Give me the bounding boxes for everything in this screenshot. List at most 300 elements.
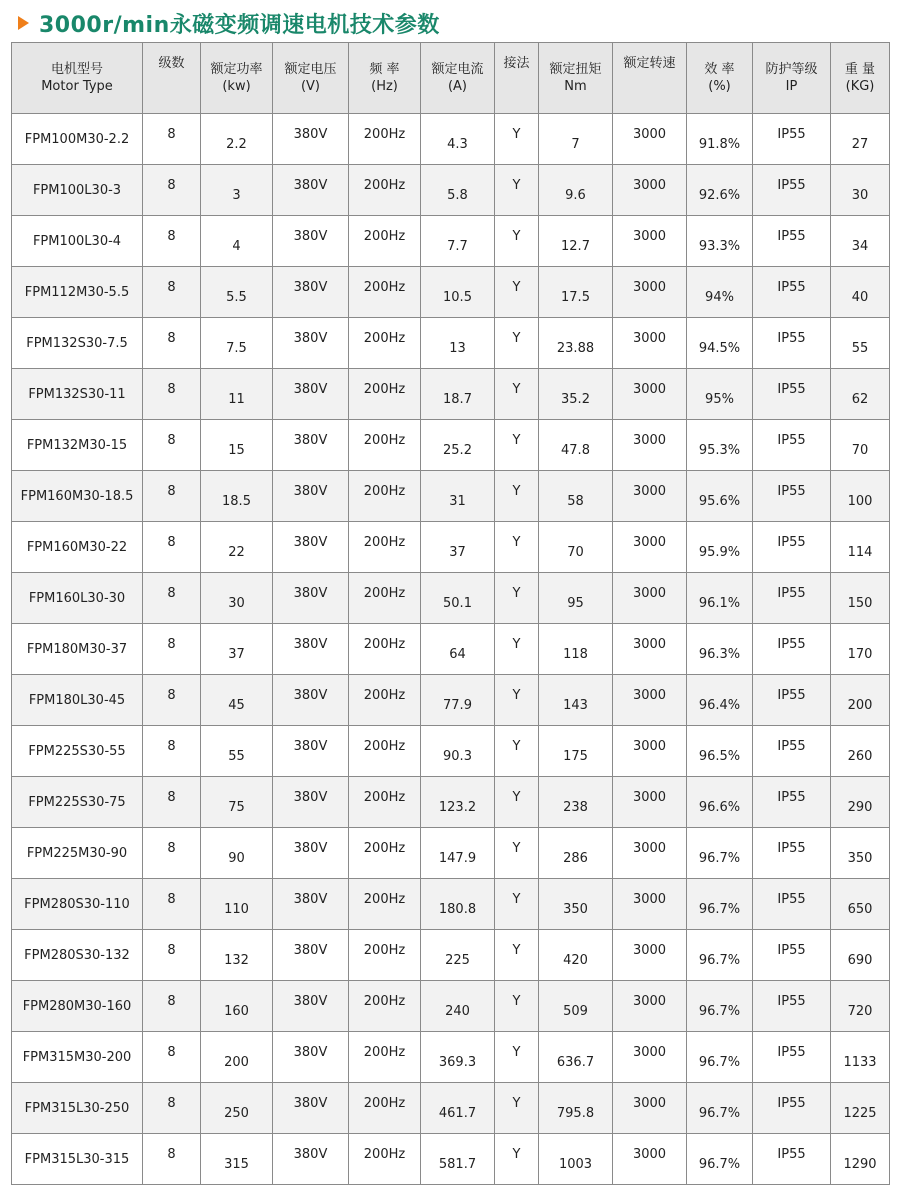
cell-rated-torque <box>539 828 613 879</box>
motor-spec-table <box>11 42 890 1185</box>
cell-value: 200Hz <box>363 942 406 958</box>
cell-rated-power <box>201 1083 273 1134</box>
cell-poles <box>143 981 201 1032</box>
cell-value: 96.5% <box>698 748 741 764</box>
cell-value: 132 <box>224 952 249 968</box>
cell-efficiency <box>687 879 753 930</box>
cell-rated-current <box>421 1032 495 1083</box>
table-row <box>12 828 890 879</box>
cell-value: IP55 <box>777 483 806 499</box>
cell-rated-torque <box>539 522 613 573</box>
cell-value: 461.7 <box>438 1105 477 1121</box>
cell-rated-speed <box>613 216 687 267</box>
cell-efficiency <box>687 471 753 522</box>
cell-value: IP55 <box>777 228 806 244</box>
cell-rated-power <box>201 267 273 318</box>
cell-frequency <box>349 675 421 726</box>
cell-motor-type <box>12 675 143 726</box>
cell-efficiency <box>687 165 753 216</box>
cell-weight <box>831 675 890 726</box>
cell-value: 15 <box>228 442 245 458</box>
cell-value: 55 <box>851 340 869 356</box>
cell-value: 200Hz <box>363 1095 406 1111</box>
cell-value: Y <box>512 432 521 448</box>
cell-value: FPM132S30-11 <box>28 386 126 402</box>
cell-value: 8 <box>167 177 176 193</box>
cell-motor-type <box>12 777 143 828</box>
cell-frequency <box>349 369 421 420</box>
cell-value: 91.8% <box>698 136 741 152</box>
cell-value: 200Hz <box>363 330 406 346</box>
cell-value: 380V <box>293 891 328 907</box>
cell-value: 96.6% <box>698 799 741 815</box>
cell-poles <box>143 777 201 828</box>
cell-poles <box>143 318 201 369</box>
column-header-poles <box>143 43 201 114</box>
cell-value: IP55 <box>777 1044 806 1060</box>
cell-rated-power <box>201 216 273 267</box>
cell-value: 3000 <box>632 840 667 856</box>
cell-motor-type <box>12 1032 143 1083</box>
cell-rated-power <box>201 930 273 981</box>
cell-rated-current <box>421 318 495 369</box>
cell-value: FPM180L30-45 <box>28 692 126 708</box>
cell-rated-torque <box>539 675 613 726</box>
cell-value: 200Hz <box>363 126 406 142</box>
cell-rated-voltage <box>273 879 349 930</box>
cell-value: Y <box>512 1095 521 1111</box>
cell-value: 380V <box>293 1146 328 1162</box>
cell-value: 37 <box>228 646 245 662</box>
cell-value: IP55 <box>777 942 806 958</box>
cell-frequency <box>349 267 421 318</box>
cell-connection <box>495 573 539 624</box>
cell-rated-speed <box>613 318 687 369</box>
column-header-unit: (Hz) <box>371 79 398 94</box>
cell-value: 8 <box>167 1146 176 1162</box>
cell-value: 93.3% <box>698 238 741 254</box>
cell-value: 200Hz <box>363 381 406 397</box>
cell-value: 92.6% <box>698 187 741 203</box>
cell-value: FPM100L30-3 <box>32 182 122 198</box>
cell-value: 96.7% <box>698 1003 741 1019</box>
column-header-unit: IP <box>785 79 798 94</box>
table-row <box>12 267 890 318</box>
cell-value: 62 <box>851 391 869 407</box>
table-body <box>12 114 890 1185</box>
cell-efficiency <box>687 1032 753 1083</box>
cell-value: 1133 <box>843 1054 877 1070</box>
cell-value: IP55 <box>777 1095 806 1111</box>
cell-connection <box>495 879 539 930</box>
cell-value: FPM280S30-110 <box>24 896 130 912</box>
cell-rated-power <box>201 471 273 522</box>
cell-frequency <box>349 420 421 471</box>
cell-motor-type <box>12 369 143 420</box>
cell-rated-speed <box>613 726 687 777</box>
cell-value: 3 <box>232 187 241 203</box>
cell-poles <box>143 420 201 471</box>
cell-motor-type <box>12 165 143 216</box>
cell-connection <box>495 114 539 165</box>
page-header <box>18 6 440 40</box>
cell-value: 3000 <box>632 483 667 499</box>
cell-value: 30 <box>851 187 869 203</box>
cell-poles <box>143 522 201 573</box>
cell-rated-voltage <box>273 777 349 828</box>
column-header-connection <box>495 43 539 114</box>
column-header-protection-class <box>753 43 831 114</box>
cell-rated-power <box>201 420 273 471</box>
cell-frequency <box>349 318 421 369</box>
cell-value: 7 <box>571 136 580 152</box>
cell-rated-power <box>201 1032 273 1083</box>
cell-rated-voltage <box>273 981 349 1032</box>
column-header-label: 额定电压 <box>284 62 337 77</box>
cell-rated-current <box>421 981 495 1032</box>
cell-rated-voltage <box>273 420 349 471</box>
cell-value: IP55 <box>777 1146 806 1162</box>
cell-value: 37 <box>449 544 466 560</box>
cell-weight <box>831 216 890 267</box>
cell-connection <box>495 624 539 675</box>
cell-efficiency <box>687 675 753 726</box>
cell-protection-class <box>753 879 831 930</box>
table-row <box>12 420 890 471</box>
column-header-frequency <box>349 43 421 114</box>
cell-poles <box>143 1032 201 1083</box>
cell-value: 3000 <box>632 687 667 703</box>
cell-weight <box>831 420 890 471</box>
cell-value: 90.3 <box>443 748 472 764</box>
cell-protection-class <box>753 1083 831 1134</box>
cell-value: 10.5 <box>443 289 472 305</box>
cell-value: 8 <box>167 534 176 550</box>
cell-value: Y <box>512 177 521 193</box>
cell-motor-type <box>12 1134 143 1185</box>
cell-rated-current <box>421 1134 495 1185</box>
column-header-unit: (KG) <box>845 79 875 94</box>
cell-value: IP55 <box>777 891 806 907</box>
table-row <box>12 624 890 675</box>
column-header-unit: (%) <box>708 79 731 94</box>
column-header-label: 电机型号 <box>50 62 103 77</box>
cell-frequency <box>349 165 421 216</box>
cell-value: 369.3 <box>438 1054 477 1070</box>
cell-rated-voltage <box>273 165 349 216</box>
cell-frequency <box>349 522 421 573</box>
table-row <box>12 216 890 267</box>
cell-connection <box>495 522 539 573</box>
cell-rated-voltage <box>273 1032 349 1083</box>
cell-value: IP55 <box>777 789 806 805</box>
cell-poles <box>143 930 201 981</box>
cell-value: FPM225M30-90 <box>26 845 128 861</box>
cell-value: 380V <box>293 993 328 1009</box>
cell-value: 238 <box>563 799 588 815</box>
cell-value: 70 <box>567 544 584 560</box>
cell-connection <box>495 1134 539 1185</box>
cell-protection-class <box>753 828 831 879</box>
cell-value: 200Hz <box>363 738 406 754</box>
cell-value: 315 <box>224 1156 249 1172</box>
cell-value: 23.88 <box>556 340 595 356</box>
cell-poles <box>143 1134 201 1185</box>
column-header-rated-torque <box>539 43 613 114</box>
cell-frequency <box>349 624 421 675</box>
cell-poles <box>143 165 201 216</box>
table-row <box>12 726 890 777</box>
cell-value: 147.9 <box>438 850 477 866</box>
cell-value: 3000 <box>632 279 667 295</box>
cell-value: 18.5 <box>222 493 251 509</box>
cell-value: 180.8 <box>438 901 477 917</box>
cell-value: IP55 <box>777 534 806 550</box>
cell-rated-voltage <box>273 267 349 318</box>
cell-connection <box>495 675 539 726</box>
cell-value: 8 <box>167 432 176 448</box>
cell-value: 114 <box>847 544 873 560</box>
cell-protection-class <box>753 165 831 216</box>
cell-value: 8 <box>167 789 176 805</box>
cell-efficiency <box>687 930 753 981</box>
cell-value: 160 <box>224 1003 249 1019</box>
cell-value: 3000 <box>632 993 667 1009</box>
cell-rated-speed <box>613 369 687 420</box>
cell-value: 200 <box>847 697 873 713</box>
cell-rated-voltage <box>273 930 349 981</box>
cell-rated-power <box>201 828 273 879</box>
cell-connection <box>495 318 539 369</box>
column-header-unit: Motor Type <box>41 79 113 94</box>
cell-poles <box>143 471 201 522</box>
cell-value: 200 <box>224 1054 249 1070</box>
cell-frequency <box>349 1083 421 1134</box>
cell-value: 380V <box>293 534 328 550</box>
cell-connection <box>495 471 539 522</box>
cell-weight <box>831 522 890 573</box>
cell-efficiency <box>687 1134 753 1185</box>
cell-rated-torque <box>539 114 613 165</box>
cell-rated-power <box>201 624 273 675</box>
cell-rated-speed <box>613 981 687 1032</box>
cell-value: 70 <box>851 442 869 458</box>
cell-value: 200Hz <box>363 993 406 1009</box>
cell-value: 380V <box>293 789 328 805</box>
cell-weight <box>831 726 890 777</box>
column-header-rated-speed <box>613 43 687 114</box>
cell-rated-torque <box>539 216 613 267</box>
cell-value: 9.6 <box>565 187 586 203</box>
cell-value: 380V <box>293 330 328 346</box>
cell-value: 380V <box>293 381 328 397</box>
cell-rated-power <box>201 165 273 216</box>
cell-value: 3000 <box>632 891 667 907</box>
cell-rated-speed <box>613 930 687 981</box>
cell-rated-torque <box>539 981 613 1032</box>
cell-motor-type <box>12 1083 143 1134</box>
cell-efficiency <box>687 624 753 675</box>
table-row <box>12 165 890 216</box>
cell-value: 45 <box>228 697 245 713</box>
table-row <box>12 1032 890 1083</box>
cell-value: Y <box>512 840 521 856</box>
cell-value: 8 <box>167 636 176 652</box>
cell-rated-current <box>421 624 495 675</box>
cell-value: 690 <box>847 952 873 968</box>
cell-value: 380V <box>293 687 328 703</box>
cell-motor-type <box>12 216 143 267</box>
column-header-unit: (A) <box>447 79 468 94</box>
cell-value: 509 <box>563 1003 588 1019</box>
cell-value: 1290 <box>843 1156 877 1172</box>
cell-weight <box>831 369 890 420</box>
cell-rated-torque <box>539 573 613 624</box>
cell-value: 3000 <box>632 228 667 244</box>
cell-weight <box>831 624 890 675</box>
cell-value: 350 <box>563 901 588 917</box>
cell-connection <box>495 981 539 1032</box>
cell-weight <box>831 267 890 318</box>
cell-value: 8 <box>167 993 176 1009</box>
cell-poles <box>143 114 201 165</box>
cell-rated-voltage <box>273 471 349 522</box>
table-row <box>12 879 890 930</box>
cell-value: 3000 <box>632 585 667 601</box>
cell-protection-class <box>753 624 831 675</box>
cell-motor-type <box>12 981 143 1032</box>
cell-protection-class <box>753 369 831 420</box>
cell-rated-torque <box>539 1134 613 1185</box>
cell-value: IP55 <box>777 177 806 193</box>
cell-value: 95.9% <box>698 544 741 560</box>
cell-connection <box>495 165 539 216</box>
cell-connection <box>495 420 539 471</box>
cell-rated-speed <box>613 1083 687 1134</box>
cell-value: 380V <box>293 483 328 499</box>
cell-rated-speed <box>613 522 687 573</box>
cell-protection-class <box>753 420 831 471</box>
cell-connection <box>495 267 539 318</box>
cell-efficiency <box>687 981 753 1032</box>
cell-efficiency <box>687 114 753 165</box>
cell-value: 380V <box>293 1095 328 1111</box>
cell-rated-power <box>201 114 273 165</box>
cell-rated-speed <box>613 471 687 522</box>
cell-value: 95.6% <box>698 493 741 509</box>
cell-value: IP55 <box>777 993 806 1009</box>
cell-value: Y <box>512 738 521 754</box>
cell-value: Y <box>512 534 521 550</box>
cell-rated-current <box>421 828 495 879</box>
cell-weight <box>831 573 890 624</box>
cell-protection-class <box>753 930 831 981</box>
cell-rated-voltage <box>273 573 349 624</box>
cell-value: FPM112M30-5.5 <box>24 284 130 300</box>
cell-rated-power <box>201 777 273 828</box>
column-header-rated-current <box>421 43 495 114</box>
cell-rated-power <box>201 369 273 420</box>
cell-rated-voltage <box>273 114 349 165</box>
cell-value: Y <box>512 228 521 244</box>
cell-value: 143 <box>563 697 588 713</box>
cell-value: 200Hz <box>363 177 406 193</box>
cell-rated-speed <box>613 573 687 624</box>
cell-value: 77.9 <box>443 697 472 713</box>
cell-connection <box>495 1083 539 1134</box>
cell-protection-class <box>753 777 831 828</box>
cell-rated-voltage <box>273 828 349 879</box>
cell-value: 380V <box>293 228 328 244</box>
cell-rated-speed <box>613 879 687 930</box>
cell-value: 200Hz <box>363 534 406 550</box>
cell-value: 1003 <box>558 1156 593 1172</box>
cell-rated-power <box>201 879 273 930</box>
cell-value: 64 <box>449 646 466 662</box>
cell-value: 200Hz <box>363 483 406 499</box>
cell-weight <box>831 879 890 930</box>
cell-value: 350 <box>847 850 873 866</box>
cell-value: 47.8 <box>561 442 590 458</box>
cell-poles <box>143 624 201 675</box>
cell-value: 3000 <box>632 789 667 805</box>
cell-rated-speed <box>613 777 687 828</box>
cell-value: 260 <box>847 748 873 764</box>
cell-rated-torque <box>539 318 613 369</box>
column-header-unit: (V) <box>300 79 321 94</box>
cell-value: 96.7% <box>698 952 741 968</box>
cell-value: 380V <box>293 1044 328 1060</box>
table-row <box>12 777 890 828</box>
cell-value: FPM315L30-315 <box>24 1151 130 1167</box>
cell-value: 380V <box>293 177 328 193</box>
cell-value: 18.7 <box>443 391 472 407</box>
cell-rated-current <box>421 930 495 981</box>
cell-value: 50.1 <box>443 595 472 611</box>
table-row <box>12 369 890 420</box>
cell-value: FPM100M30-2.2 <box>24 131 130 147</box>
column-header-label: 防护等级 <box>765 62 818 77</box>
table-row <box>12 522 890 573</box>
cell-value: Y <box>512 279 521 295</box>
cell-value: IP55 <box>777 330 806 346</box>
cell-rated-torque <box>539 1083 613 1134</box>
cell-rated-current <box>421 267 495 318</box>
cell-weight <box>831 1032 890 1083</box>
cell-value: 200Hz <box>363 840 406 856</box>
cell-rated-current <box>421 216 495 267</box>
cell-rated-power <box>201 726 273 777</box>
triangle-arrow-icon <box>18 16 29 30</box>
cell-value: 11 <box>228 391 245 407</box>
cell-value: 150 <box>847 595 873 611</box>
table-row <box>12 318 890 369</box>
column-header-unit: Nm <box>564 79 587 94</box>
cell-value: Y <box>512 687 521 703</box>
cell-weight <box>831 165 890 216</box>
cell-value: 200Hz <box>363 789 406 805</box>
cell-motor-type <box>12 726 143 777</box>
cell-value: 175 <box>563 748 588 764</box>
cell-efficiency <box>687 318 753 369</box>
cell-rated-current <box>421 471 495 522</box>
table-row <box>12 675 890 726</box>
cell-motor-type <box>12 522 143 573</box>
cell-value: 380V <box>293 636 328 652</box>
cell-value: 25.2 <box>443 442 472 458</box>
cell-frequency <box>349 216 421 267</box>
cell-value: 96.7% <box>698 1105 741 1121</box>
